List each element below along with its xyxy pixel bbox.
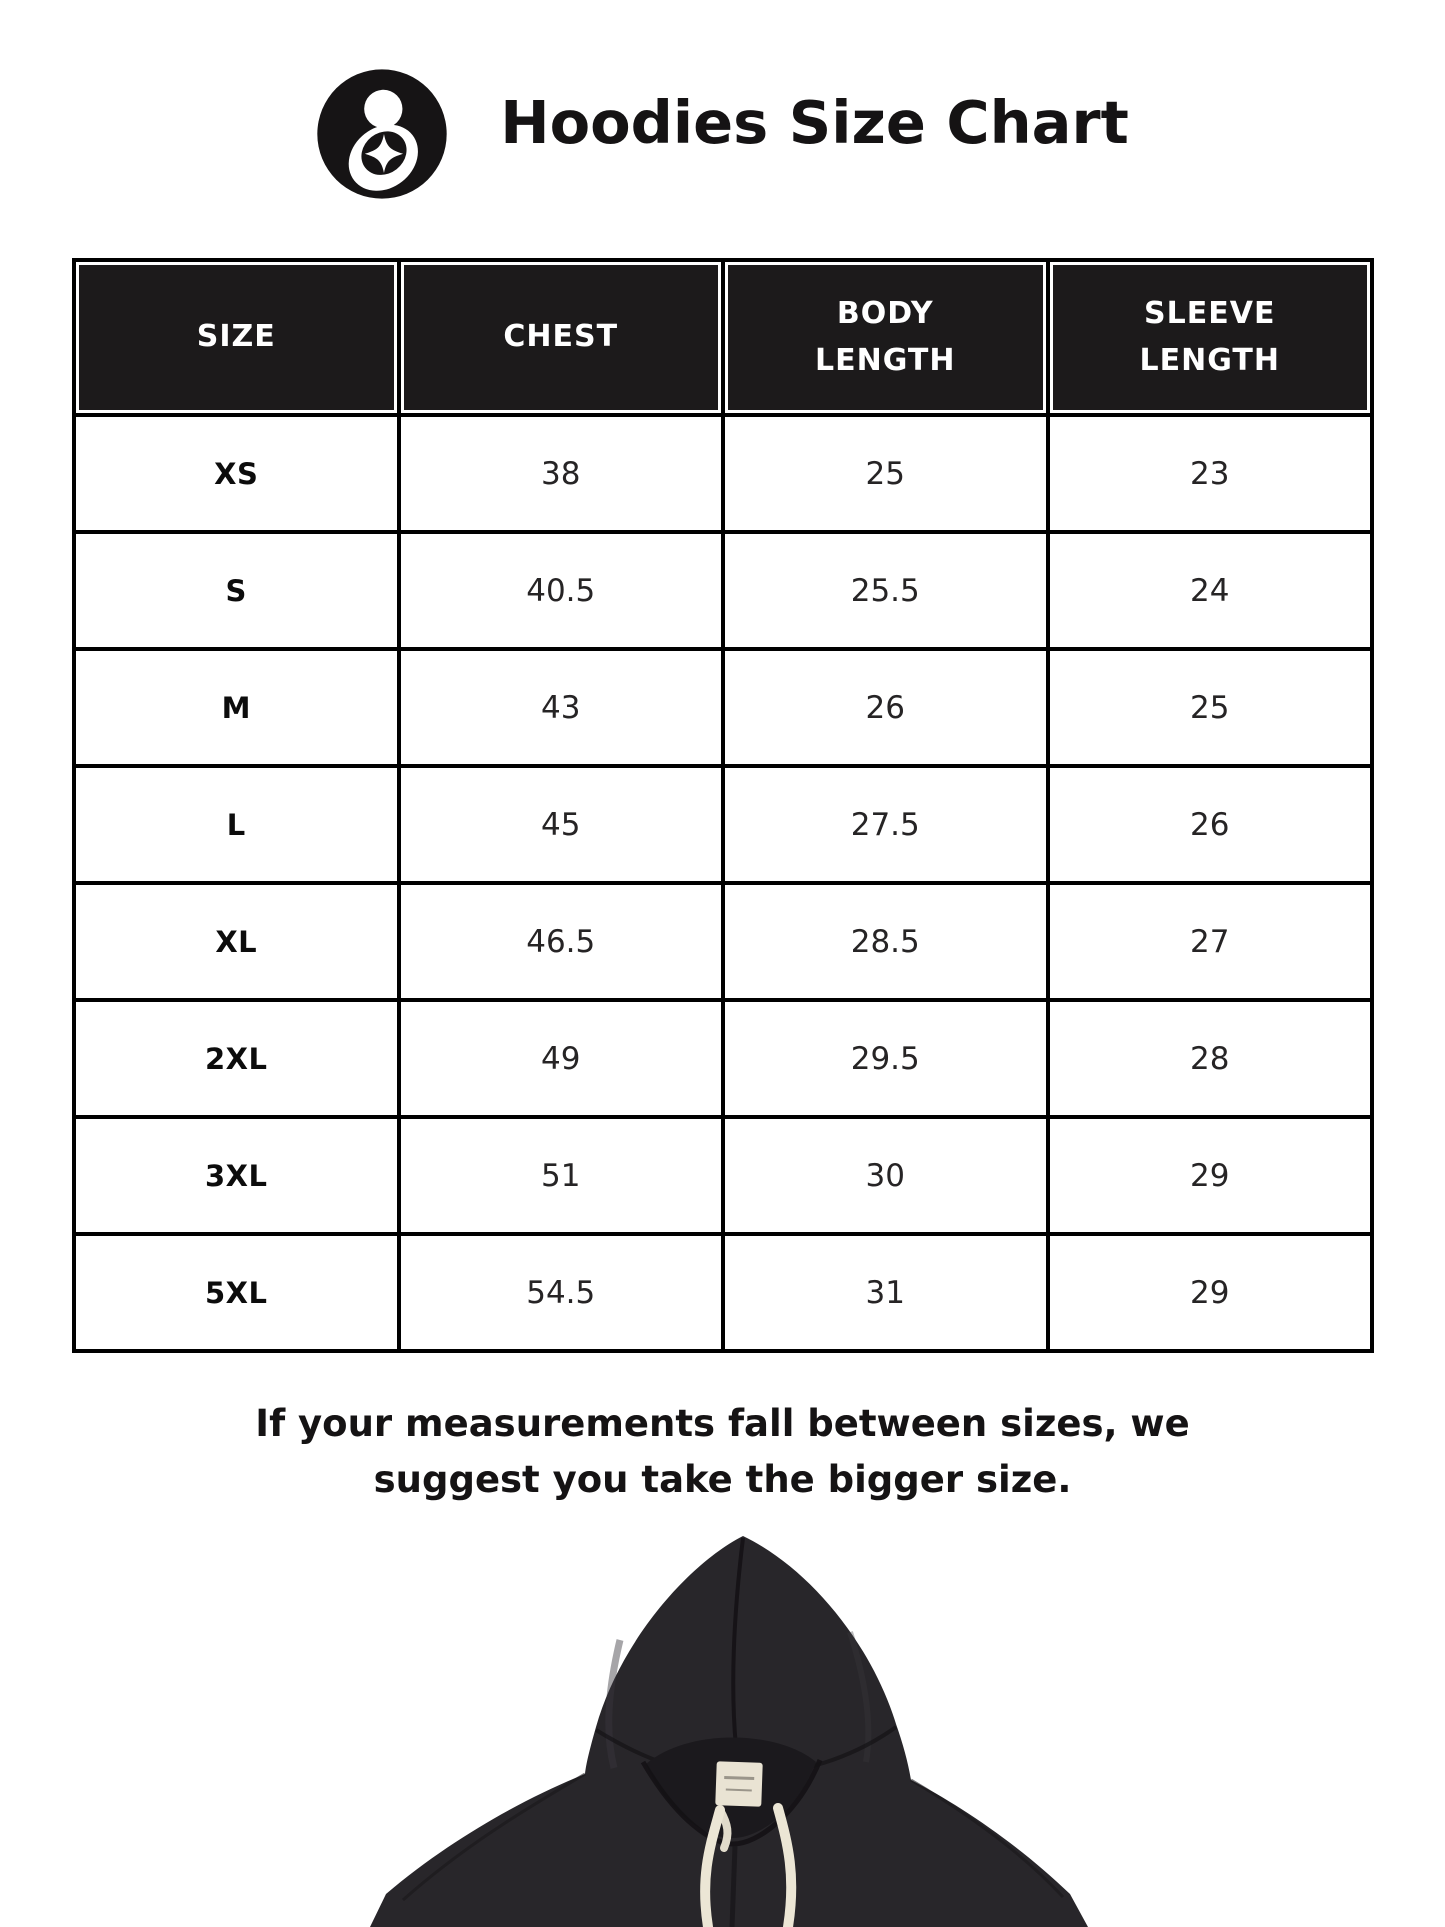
table-row: [74, 883, 1372, 1000]
size-cell: S: [74, 532, 399, 649]
sleeve-length-cell: 28: [1048, 1000, 1373, 1117]
chest-cell: 49: [399, 1000, 724, 1117]
page-title: Hoodies Size Chart: [500, 87, 1129, 157]
table-row: [74, 1234, 1372, 1351]
page-header: [0, 68, 1445, 200]
table-row: [74, 532, 1372, 649]
header-cell-sleeve-length: SLEEVE LENGTH: [1048, 260, 1373, 415]
chest-cell: 54.5: [399, 1234, 724, 1351]
chest-cell: 46.5: [399, 883, 724, 1000]
sleeve-length-cell: 27: [1048, 883, 1373, 1000]
sizing-note: [0, 1396, 1445, 1507]
chest-cell: 40.5: [399, 532, 724, 649]
size-cell: XS: [74, 415, 399, 532]
size-cell: 2XL: [74, 1000, 399, 1117]
size-cell: XL: [74, 883, 399, 1000]
table-row: [74, 766, 1372, 883]
header-cell-size: SIZE: [74, 260, 399, 415]
body-length-cell: 26: [723, 649, 1048, 766]
body-length-cell: 25.5: [723, 532, 1048, 649]
body-length-cell: 31: [723, 1234, 1048, 1351]
size-cell: M: [74, 649, 399, 766]
size-cell: 3XL: [74, 1117, 399, 1234]
body-length-cell: 27.5: [723, 766, 1048, 883]
chest-cell: 43: [399, 649, 724, 766]
table-row: [74, 649, 1372, 766]
sleeve-length-cell: 24: [1048, 532, 1373, 649]
size-cell: L: [74, 766, 399, 883]
sizing-note-line-2: suggest you take the bigger size.: [373, 1457, 1072, 1501]
hoodie-product-image: [358, 1522, 1098, 1927]
body-length-cell: 25: [723, 415, 1048, 532]
body-length-cell: 30: [723, 1117, 1048, 1234]
header-cell-chest: CHEST: [399, 260, 724, 415]
sizing-note-line-1: If your measurements fall between sizes, we: [255, 1402, 1190, 1445]
sleeve-length-cell: 26: [1048, 766, 1373, 883]
chest-cell: 51: [399, 1117, 724, 1234]
body-length-cell: 28.5: [723, 883, 1048, 1000]
size-cell: 5XL: [74, 1234, 399, 1351]
sleeve-length-cell: 29: [1048, 1117, 1373, 1234]
sleeve-length-cell: 29: [1048, 1234, 1373, 1351]
header-cell-body-length: BODY LENGTH: [723, 260, 1048, 415]
brand-logo-icon: [316, 68, 448, 200]
sleeve-length-cell: 23: [1048, 415, 1373, 532]
size-chart-table: [72, 258, 1374, 1353]
table-row: [74, 415, 1372, 532]
table-header-row: [74, 260, 1372, 415]
body-length-cell: 29.5: [723, 1000, 1048, 1117]
chest-cell: 45: [399, 766, 724, 883]
table-row: [74, 1000, 1372, 1117]
sleeve-length-cell: 25: [1048, 649, 1373, 766]
size-chart-table-container: [72, 258, 1374, 1353]
chest-cell: 38: [399, 415, 724, 532]
table-row: [74, 1117, 1372, 1234]
